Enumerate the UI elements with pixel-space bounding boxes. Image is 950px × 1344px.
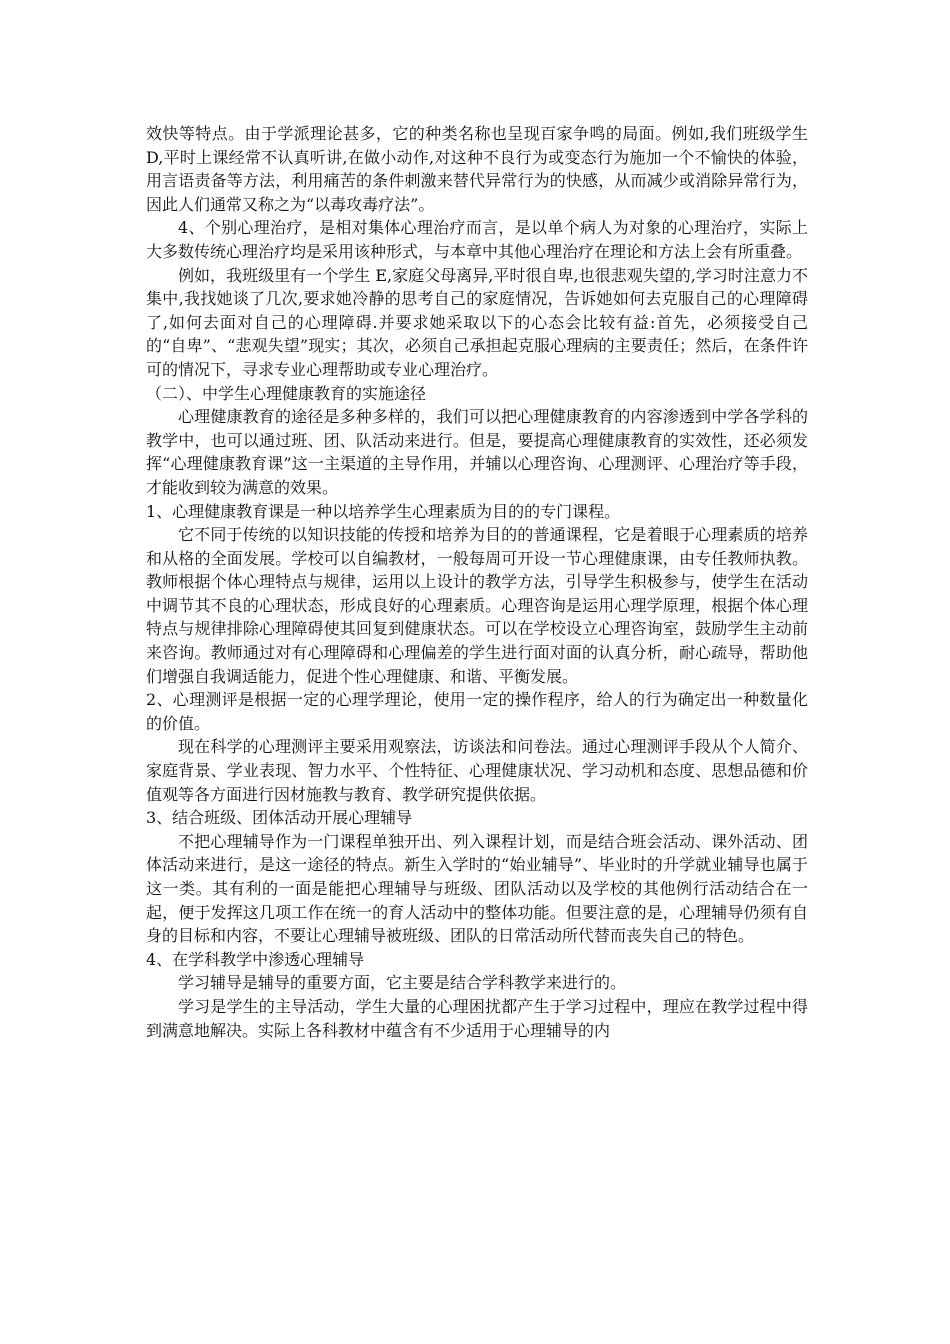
paragraph-aversion-therapy: 效快等特点。由于学派理论甚多，它的种类名称也呈现百家争鸣的局面。例如,我们班级学生 D,平时上课经常不认真听讲,在做小动作,对这种不良行为或变态行为施加一个不愉快的体验，用言语责备等方法，利用痛苦的条件刺激来替代异常行为的快感，从而减少或消除异常行为，因此人们通常又称之为“以毒攻毒疗法”。 bbox=[146, 124, 808, 214]
document-page bbox=[146, 122, 808, 1042]
paragraph-class-activities: 不把心理辅导作为一门课程单独开出、列入课程计划，而是结合班会活动、课外活动、团体活动来进行，是这一途径的特点。新生入学时的“始业辅导”、毕业时的升学就业辅导也属于这一类。其有利的一面是能把心理辅导与班级、团队活动以及学校的其他例行活动结合在一起，便于发挥这几项工作在统一的育人活动中的整体功能。但要注意的是，心理辅导仍须有自身的目标和内容，不要让心理辅导被班级、团队的日常活动所代替而丧失自己的特色。 bbox=[146, 831, 808, 946]
section-heading-implementation: （二）、中学生心理健康教育的实施途径 bbox=[146, 383, 427, 403]
paragraph-learning-main-activity: 学习是学生的主导活动，学生大量的心理困扰都产生于学习过程中，理应在教学过程中得到满意地解决。实际上各科教材中蕴含有不少适用于心理辅导的内 bbox=[146, 996, 808, 1040]
item-heading-1: 1、心理健康教育课是一种以培养学生心理素质为目的的专门课程。 bbox=[146, 501, 621, 521]
paragraph-assessment-methods: 现在科学的心理测评主要采用观察法，访谈法和问卷法。通过心理测评手段从个人简介、家庭背景、学业表现、智力水平、个性特征、心理健康状况、学习动机和态度、思想品德和价值观等各方面进行因材施教与教育、教学研究提供依据。 bbox=[146, 737, 808, 804]
paragraph-learning-guidance: 学习辅导是辅导的重要方面，它主要是结合学科教学来进行的。 bbox=[178, 973, 627, 993]
paragraph-course-description: 它不同于传统的以知识技能的传授和培养为目的的普通课程，它是着眼于心理素质的培养和从格的全面发展。学校可以自编教材，一般每周可开设一节心理健康课，由专任教师执教。教师根据个体心理特点与规律，运用以上设计的教学方法，引导学生积极参与，使学生在活动中调节其不良的心理状态，形成良好的心理素质。心理咨询是运用心理学原理，根据个体心理特点与规律排除心理障碍使其回复到健康状态。可以在学校设立心理咨询室，鼓励学生主动前来咨询。教师通过对有心理障碍和心理偏差的学生进行面对面的认真分析，耐心疏导，帮助他们增强自我调适能力，促进个性心理健康、和谐、平衡发展。 bbox=[146, 525, 808, 686]
item-heading-2: 2、心理测评是根据一定的心理学理论，使用一定的操作程序，给人的行为确定出一种数量化的价值。 bbox=[146, 690, 808, 733]
paragraph-example-student-e: 例如，我班级里有一个学生 E,家庭父母离异,平时很自卑,也很悲观失望的,学习时注意力不集中,我找她谈了几次,要求她冷静的思考自己的家庭情况，告诉她如何去克服自己的心理障碍了,如何去面对自己的心理障碍.并要求她采取以下的心态会比较有益:首先，必须接受自己的“自卑”、“悲观失望”现实；其次，必须自己承担起克服心理病的主要责任；然后，在条件许可的情况下，寻求专业心理帮助或专业心理治疗。 bbox=[146, 265, 808, 379]
paragraph-individual-therapy: 4、个别心理治疗，是相对集体心理治疗而言，是以单个病人为对象的心理治疗，实际上大多数传统心理治疗均是采用该种形式，与本章中其他心理治疗在理论和方法上会有所重叠。 bbox=[146, 218, 808, 261]
item-heading-4: 4、在学科教学中渗透心理辅导 bbox=[146, 949, 365, 969]
item-heading-3: 3、结合班级、团体活动开展心理辅导 bbox=[146, 808, 413, 828]
paragraph-approaches: 心理健康教育的途径是多种多样的，我们可以把心理健康教育的内容渗透到中学各学科的教学中，也可以通过班、团、队活动来进行。但是，要提高心理健康教育的实效性，还必须发挥“心理健康教育课”这一主渠道的主导作用，并辅以心理咨询、心理测评、心理治疗等手段，才能收到较为满意的效果。 bbox=[146, 407, 808, 497]
